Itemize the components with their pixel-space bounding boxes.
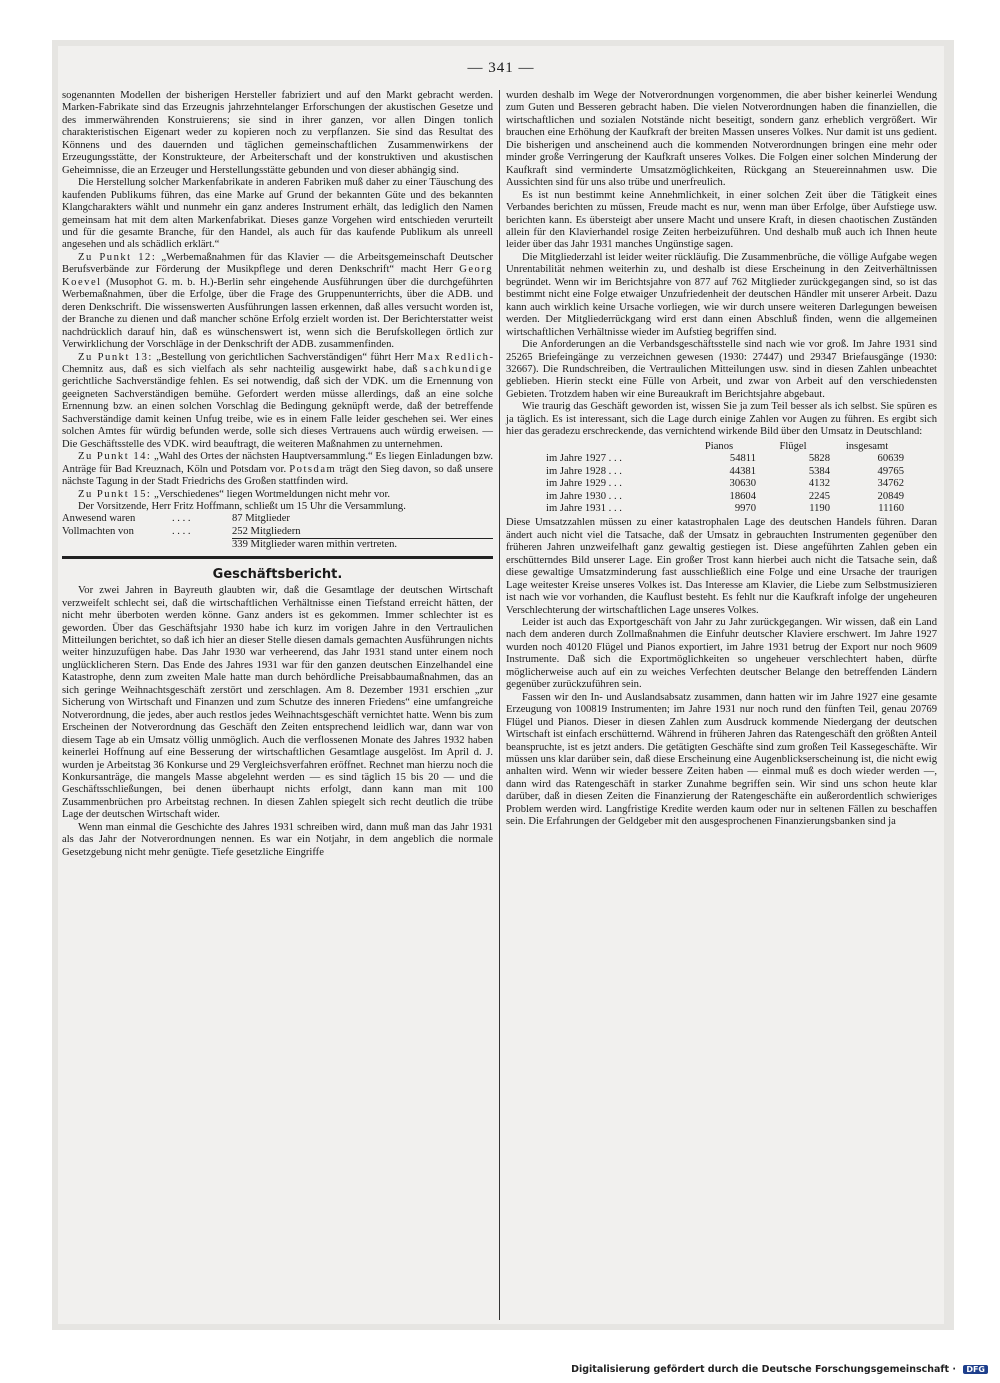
section-heading: Geschäftsbericht. (212, 566, 343, 582)
table-header-row (546, 441, 904, 453)
row-label: im Jahre 1930 . . . (546, 490, 622, 502)
item-label: Zu Punkt 12: (78, 251, 157, 263)
column-divider (499, 90, 500, 1320)
text-run: „Bestellung von gerichtlichen Sachverständigen“ führt Herr (152, 351, 418, 363)
dfg-logo-icon: DFG (963, 1365, 988, 1374)
attendance-tally (62, 513, 493, 551)
tally-row (62, 539, 493, 552)
column-header: Pianos (704, 440, 734, 452)
cell-pianos: 54811 (729, 453, 756, 465)
tally-row (62, 513, 493, 525)
cell-pianos: 44381 (729, 465, 756, 477)
row-label: im Jahre 1929 . . . (546, 478, 622, 490)
digitization-credit (571, 1364, 988, 1375)
cell-fluegel: 1190 (809, 502, 830, 514)
cell-pianos: 9970 (734, 502, 756, 514)
item-label: Zu Punkt 13: (78, 351, 153, 363)
paragraph: Leider ist auch das Exportgeschäft von Jahr zu Jahr zurückgegangen. Wir wissen, daß ein Land nach dem anderen durch Zollmaßnahmen die Einfuhr deutscher Klaviere erschwert. Im Jahre 1927 wurden noch 40120 Flügel und Pianos exportiert, im Jahre 1931 betrug der Export nur noch 9609 Instrumente. Daß sich die Exportmöglichkeiten so ungeheuer verschlechtert haben, dürfte möglicherweise auch auf ein zu weiches Verfechten deutscher Belange den betreffenden Ländern gegenüber zurückzuführen sein. (506, 617, 937, 691)
cell-total: 60639 (877, 453, 904, 465)
paragraph-punkt-12 (62, 252, 493, 352)
table-row (546, 453, 904, 465)
paragraph-punkt-15 (62, 489, 493, 501)
table-row (546, 491, 904, 503)
paragraph-punkt-13 (62, 352, 493, 452)
person-name: Max Redlich (417, 351, 490, 363)
text-run: -Chemnitz aus, daß es sich vielfach als sehr nachteilig ausgewirkt habe, daß (62, 351, 493, 375)
tally-dots: . . . . (172, 526, 191, 538)
tally-label: Vollmachten von (62, 526, 134, 538)
person-name: Georg Koevel (62, 264, 493, 288)
table-row (546, 503, 904, 515)
tally-value: 252 Mitgliedern (232, 526, 493, 539)
row-label: im Jahre 1931 . . . (546, 502, 622, 514)
tally-row (62, 526, 493, 539)
paragraph: Diese Umsatzzahlen müssen zu einer katastrophalen Lage des deutschen Handels führen. Daran ändert auch nicht viel die Tatsache, daß der Umsatz in gebrauchten Instrumenten gegenüber den früheren Jahren unzweifelhaft ganz gewaltig gestiegen ist. Diese angeführten Zahlen geben ein erschütterndes Bild unserer Lage. Ein großer Trost kann hierbei auch nicht die Tatsache sein, daß diese gewaltige Umsatzminderung fast ausschließlich eine Folge und eine Ursache der traurigen Lage weitester Kreise unseres Volkes ist. Das Interesse am Klavier, die Liebe zum Selbstmusizieren ist nach wie vor vorhanden, die Kauflust besteht. Es fehlt nur die Kaufkraft infolge der ungeheuren Verschlechterung der wirtschaftlichen Lage unseres Volkes. (506, 517, 937, 616)
right-column (506, 90, 937, 829)
paragraph: Wenn man einmal die Geschichte des Jahres 1931 schreiben wird, dann muß man das Jahr 1931 als das Jahr der Notverordnungen nennen. Es war ein Notjahr, in dem angeblich die normale Gesetzgebung nicht mehr genügte. Tiefe gesetzliche Eingriffe (62, 821, 493, 858)
cell-fluegel: 4132 (808, 478, 830, 490)
cell-total: 11160 (878, 502, 904, 514)
paragraph: Die Mitgliederzahl ist leider weiter rückläufig. Die Zusammenbrüche, die völlige Aufgabe wegen Unrentabilität nehmen weiterhin zu, und deshalb ist diese Erscheinung in den Zeitverhältnissen begründet. Wenn wir im Berichtsjahre von 877 auf 762 Mitglieder zurückgegangen sind, so ist das bestimmt nicht eine Folge etwaiger Unzufriedenheit der deutschen Händler mit unserer Arbeit. Dazu kann auch wirklich keine Ursache vorliegen, wie wir durch unsere weiteren Darlegungen beweisen werden. Der Mitgliederrückgang wird erst dann einen Abschluß finden, wenn die allgemeinen wirtschaftlichen Verhältnisse wieder im Aufstieg begriffen sind. (506, 251, 937, 338)
text-run: „Werbemaßnahmen für das Klavier — die Arbeitsgemeinschaft Deutscher Berufsverbände zur Förderung der Musikpflege und deren Denkschrift“ macht Herr (62, 251, 493, 276)
text-run: „Wahl des Ortes der nächsten Hauptversammlung.“ Es liegen Einladungen bzw. Anträge für Bad Kreuznach, Köln und Potsdam vor. (62, 451, 493, 475)
credit-separator: · (949, 1364, 960, 1375)
paragraph: Wie traurig das Geschäft geworden ist, wissen Sie ja zum Teil besser als ich selbst. Sie spüren es ja täglich. Es ist interessant, sich die Lage durch einige Zahlen vor Augen zu führen. Es ergibt sich hier das geradezu erschreckende, das vernichtend wirkende Bild über den Umsatz in Deutschland: (506, 401, 937, 438)
column-header (546, 441, 682, 453)
credit-text: Digitalisierung gefördert durch die Deutsche Forschungsgemeinschaft (571, 1364, 950, 1375)
cell-total: 49765 (877, 465, 904, 477)
tally-value: 87 Mitglieder (232, 513, 290, 525)
column-header: insgesamt (845, 440, 889, 452)
tally-label: Anwesend waren (62, 513, 136, 525)
row-label: im Jahre 1928 . . . (546, 465, 622, 477)
table-row (546, 466, 904, 478)
section-rule (62, 556, 493, 559)
cell-pianos: 30630 (729, 478, 756, 490)
paragraph: wurden deshalb im Wege der Notverordnungen vorgenommen, die aber bisher keinerlei Wendung zum Guten und Besseren gebracht haben. Die vielen Notverordnungen haben die finanziellen, die wirtschaftlichen und sozialen Notstände nicht beseitigt, sondern ganz erheblich vergrößert. Wir brauchen eine Erhöhung der Kaufkraft der breiten Massen unseres Volkes. Nur damit ist uns gedient. Die bisherigen und anscheinend auch die kommenden Notverordnungen bringen eine mehr oder minder große Verringerung der Kaufkraft unseres Volkes. Die Folgen einer solchen Minderung der Kaufkraft sind verminderte Umsatzmöglichkeiten, Rückgang an Steuereinnahmen usw. Die Aussichten sind für uns also trübe und unerfreulich. (506, 90, 937, 189)
paragraph: sogenannten Modellen der bisherigen Hersteller fabriziert und auf den Markt gebracht werden. Marken-Fabrikate sind das Erzeugnis jahrzehntelanger Erforschungen der akustischen Gesetze und des immerwährenden Konstruierens; sie sind in ihrer ganzen, vor allen Dingen tonlich charakteristischen Eigenart weder zu kopieren noch zu verpflanzen. Sie sind das Resultat des Könnens und des dauernden und täglichen gemeinschaftlichen Zusammenwirkens der Erzeugungsstätte, der Konstrukteure, der Arbeiterschaft und der konstruktiven und akustischen Geheimnisse, die an Erzeuger und Herstellungsstätte gebunden und von dieser abhängig sind. (62, 90, 493, 176)
cell-total: 34762 (877, 478, 904, 490)
cell-total: 20849 (877, 490, 904, 502)
paragraph: Der Vorsitzende, Herr Fritz Hoffmann, schließt um 15 Uhr die Versammlung. (78, 500, 406, 512)
document-page (58, 46, 944, 1324)
text-run: (Musophot G. m. b. H.)-Berlin sehr eingehende Ausführungen über die durchgeführten Werbemaßnahmen, über die Erfolge, über die Frage des Gruppenunterrichts, über die ADB. und deren Denkschrift. Die wissenswerten Ausführungen lassen erkennen, daß alles versucht worden ist, der Branche zu dienen und daß mancher schöne Erfolg erzielt worden ist. Der Berichterstatter weist nachdrücklich darauf hin, daß es wünschenswert ist, wenn sich die Berufskollegen örtlich zur Verwirklichung der Vorschläge in der Denkschrift der ADB. zusammenfinden. (62, 276, 493, 351)
paragraph: Es ist nun bestimmt keine Annehmlichkeit, in einer solchen Zeit über die Tätigkeit eines Verbandes berichten zu müssen, Freude macht es nur, wenn man über Erfolge, über Aufstiege usw. berichten kann. Es übersteigt aber unsere Macht und unsere Kraft, in diesen chaotischen Zuständen allein für den Klavierhandel rosige Zeiten herbeizuführen. Und deshalb muß auch ich Ihnen heute leider über das Jahr 1931 manches Ungünstige sagen. (506, 189, 937, 251)
cell-fluegel: 5384 (808, 465, 830, 477)
sales-table (546, 441, 904, 516)
cell-fluegel: 5828 (808, 453, 830, 465)
text-run: „Verschiedenes“ liegen Wortmeldungen nicht mehr vor. (151, 488, 391, 500)
emphasis: Potsdam (289, 463, 337, 475)
column-header: Flügel (779, 440, 807, 452)
paragraph: Vor zwei Jahren in Bayreuth glaubten wir, daß die Gesamtlage der deutschen Wirtschaft verzweifelt schlecht sei, daß die wirtschaftlichen Verhältnisse einen Tiefstand erreicht hätten, der nicht mehr überboten werden könne. Ganz anders ist es gekommen. Immer schlechter ist es geworden. Über das Geschäftsjahr 1930 habe ich kurz im vorigen Jahre in den Vertraulichen Mitteilungen berichtet, so daß ich hier an dieser Stelle diesen damals gemachten Ausführungen nichts weiter hinzuzufügen habe. Das Jahr 1930 war verheerend, das Jahr 1931 stand unter einem noch unglücklicheren Stern. Das Ende des Jahres 1931 war für den ganzen deutschen Einzelhandel eine Katastrophe, denn zum zweiten Male hatte man durch behördliche Preisabbaumaßnahmen, das an sich geringe Weihnachtsgeschäft zerstört und zerschlagen. Am 8. Dezember 1931 erschien „zur Sicherung von Wirtschaft und Finanzen und zum Schutze des inneren Friedens“ eine umfangreiche Notverordnung, die jedes, aber auch restlos jedes Weihnachtsgeschäft vernichtet hatte. Wenn bis zum Erscheinen der Notverordnung das Geschäft den Zeiten entsprechend leidlich war, dann war von diesem Tage ab ein Umsatz völlig unmöglich. Auch die verflossenen Monate des Jahres 1932 haben keinerlei Hoffnung auf eine Besserung der wirtschaftlichen Gesamtlage ausgelöst. Im April d. J. wurden je Arbeitstag 36 Konkurse und 29 Vergleichsverfahren eröffnet. Rechnet man hierzu noch die Konkursanträge, die mangels Masse abgelehnt werden — es sind täglich 15 bis 20 — und die Geschäftsschließungen, bei denen überhaupt nichts erfolgt, dann kann man mit 100 Zusammenbrüchen pro Arbeitstag rechnen. In diesen Zahlen spiegelt sich recht deutlich die trübe Lage der deutschen Wirtschaft wider. (62, 585, 493, 821)
paragraph: Fassen wir den In- und Auslandsabsatz zusammen, dann hatten wir im Jahre 1927 eine gesamte Erzeugung von 100819 Instrumenten; im Jahre 1931 nur noch rund den fünften Teil, genau 20769 Flügel und Pianos. Dieser in diesen Zahlen zum Ausdruck kommende Niedergang der deutschen Wirtschaft ist einfach erschütternd. Während in früheren Jahren das Ratengeschäft den größten Anteil beanspruchte, ist es jetzt anders. Die getätigten Geschäfte sind zum großen Teil Kassegeschäfte. Wir müssen uns klar darüber sein, daß diese Erscheinung eine Augenblickserscheinung ist, die nicht ewig anhalten wird. Wenn wir wieder bessere Zeiten haben — einmal muß es doch wieder werden —, dann wird das Ratengeschäft in starker Zunahme begriffen sein. Wir sind uns schon heute klar darüber, daß in diesen Zeiten die Finanzierung der Ratengeschäfte ein außerordentlich schwieriges Problem werden wird. Langfristige Kredite werden kaum oder nur in seltenen Fällen zu beschaffen sein. Die Erfahrungen der Geldgeber mit den ausgesprochenen Finanzierungsbanken sind ja (506, 691, 937, 828)
tally-total: 339 Mitglieder waren mithin vertreten. (232, 539, 398, 551)
table-row (546, 478, 904, 490)
text-run: gerichtliche Sachverständige fehlen. Es sei notwendig, daß sich der VDK. um die Ernennung von geeigneten Sachverständigen bemühe. Gefordert werden müsse allerdings, daß an eine solche Ernennung bzw. an einen solchen Vorschlag die Bedingung geknüpft werde, daß der betreffende Sachverständige damit keinen Unfug treibe, wie es in einem Falle leider geschehen sei. Wer eines solchen Amtes für würdig befunden werde, solle sich dieses Vertrauens auch würdig erweisen. — Die Geschäftsstelle des VDK. wird beauftragt, die weiteren Maßnahmen zu unternehmen. (62, 376, 493, 450)
page-number: — 341 — (467, 60, 535, 76)
tally-dots: . . . . (172, 513, 191, 525)
paragraph: Die Herstellung solcher Markenfabrikate in anderen Fabriken muß daher zu einer Täuschung des kaufenden Publikums führen, das eine Marke auf Grund der bekannten Güte und des bekannten Klangcharakters wählt und nunmehr ein ganz anderes Instrument erhält, das lediglich den Namen gemeinsam hat mit dem alten Markenfabrikat. Dieses ganze Vorgehen wird entschieden verurteilt und für die gesamte Branche, für den Handel, als auch für das kaufende Publikum als unreell angesehen und als schädlich erklärt.“ (62, 177, 493, 251)
left-column (62, 90, 493, 859)
cell-pianos: 18604 (729, 490, 756, 502)
emphasis: sachkundige (423, 363, 493, 375)
text-run: trägt den Sieg davon, so daß unsere nächste Tagung in der Stadt Friedrichs des Großen stattfinden wird. (62, 463, 493, 488)
paragraph: Die Anforderungen an die Verbandsgeschäftsstelle sind nach wie vor groß. Im Jahre 1931 sind 25265 Briefeingänge zu verzeichnen gewesen (1930: 27447) und 29347 Briefausgänge (1930: 32667). Die Rundschreiben, die Vertraulichen Mitteilungen usw. sind in diesen Zahlen unbeachtet geblieben. Hierin steckt eine Fülle von Arbeit, und zwar von Arbeit auf den verschiedensten Gebieten. Trotzdem haben wir eine Bureaukraft im Berichtsjahre abgebaut. (506, 339, 937, 400)
cell-fluegel: 2245 (808, 490, 830, 502)
item-label: Zu Punkt 14: (78, 451, 152, 463)
paragraph-punkt-14 (62, 451, 493, 488)
row-label: im Jahre 1927 . . . (546, 453, 622, 465)
item-label: Zu Punkt 15: (78, 488, 152, 500)
